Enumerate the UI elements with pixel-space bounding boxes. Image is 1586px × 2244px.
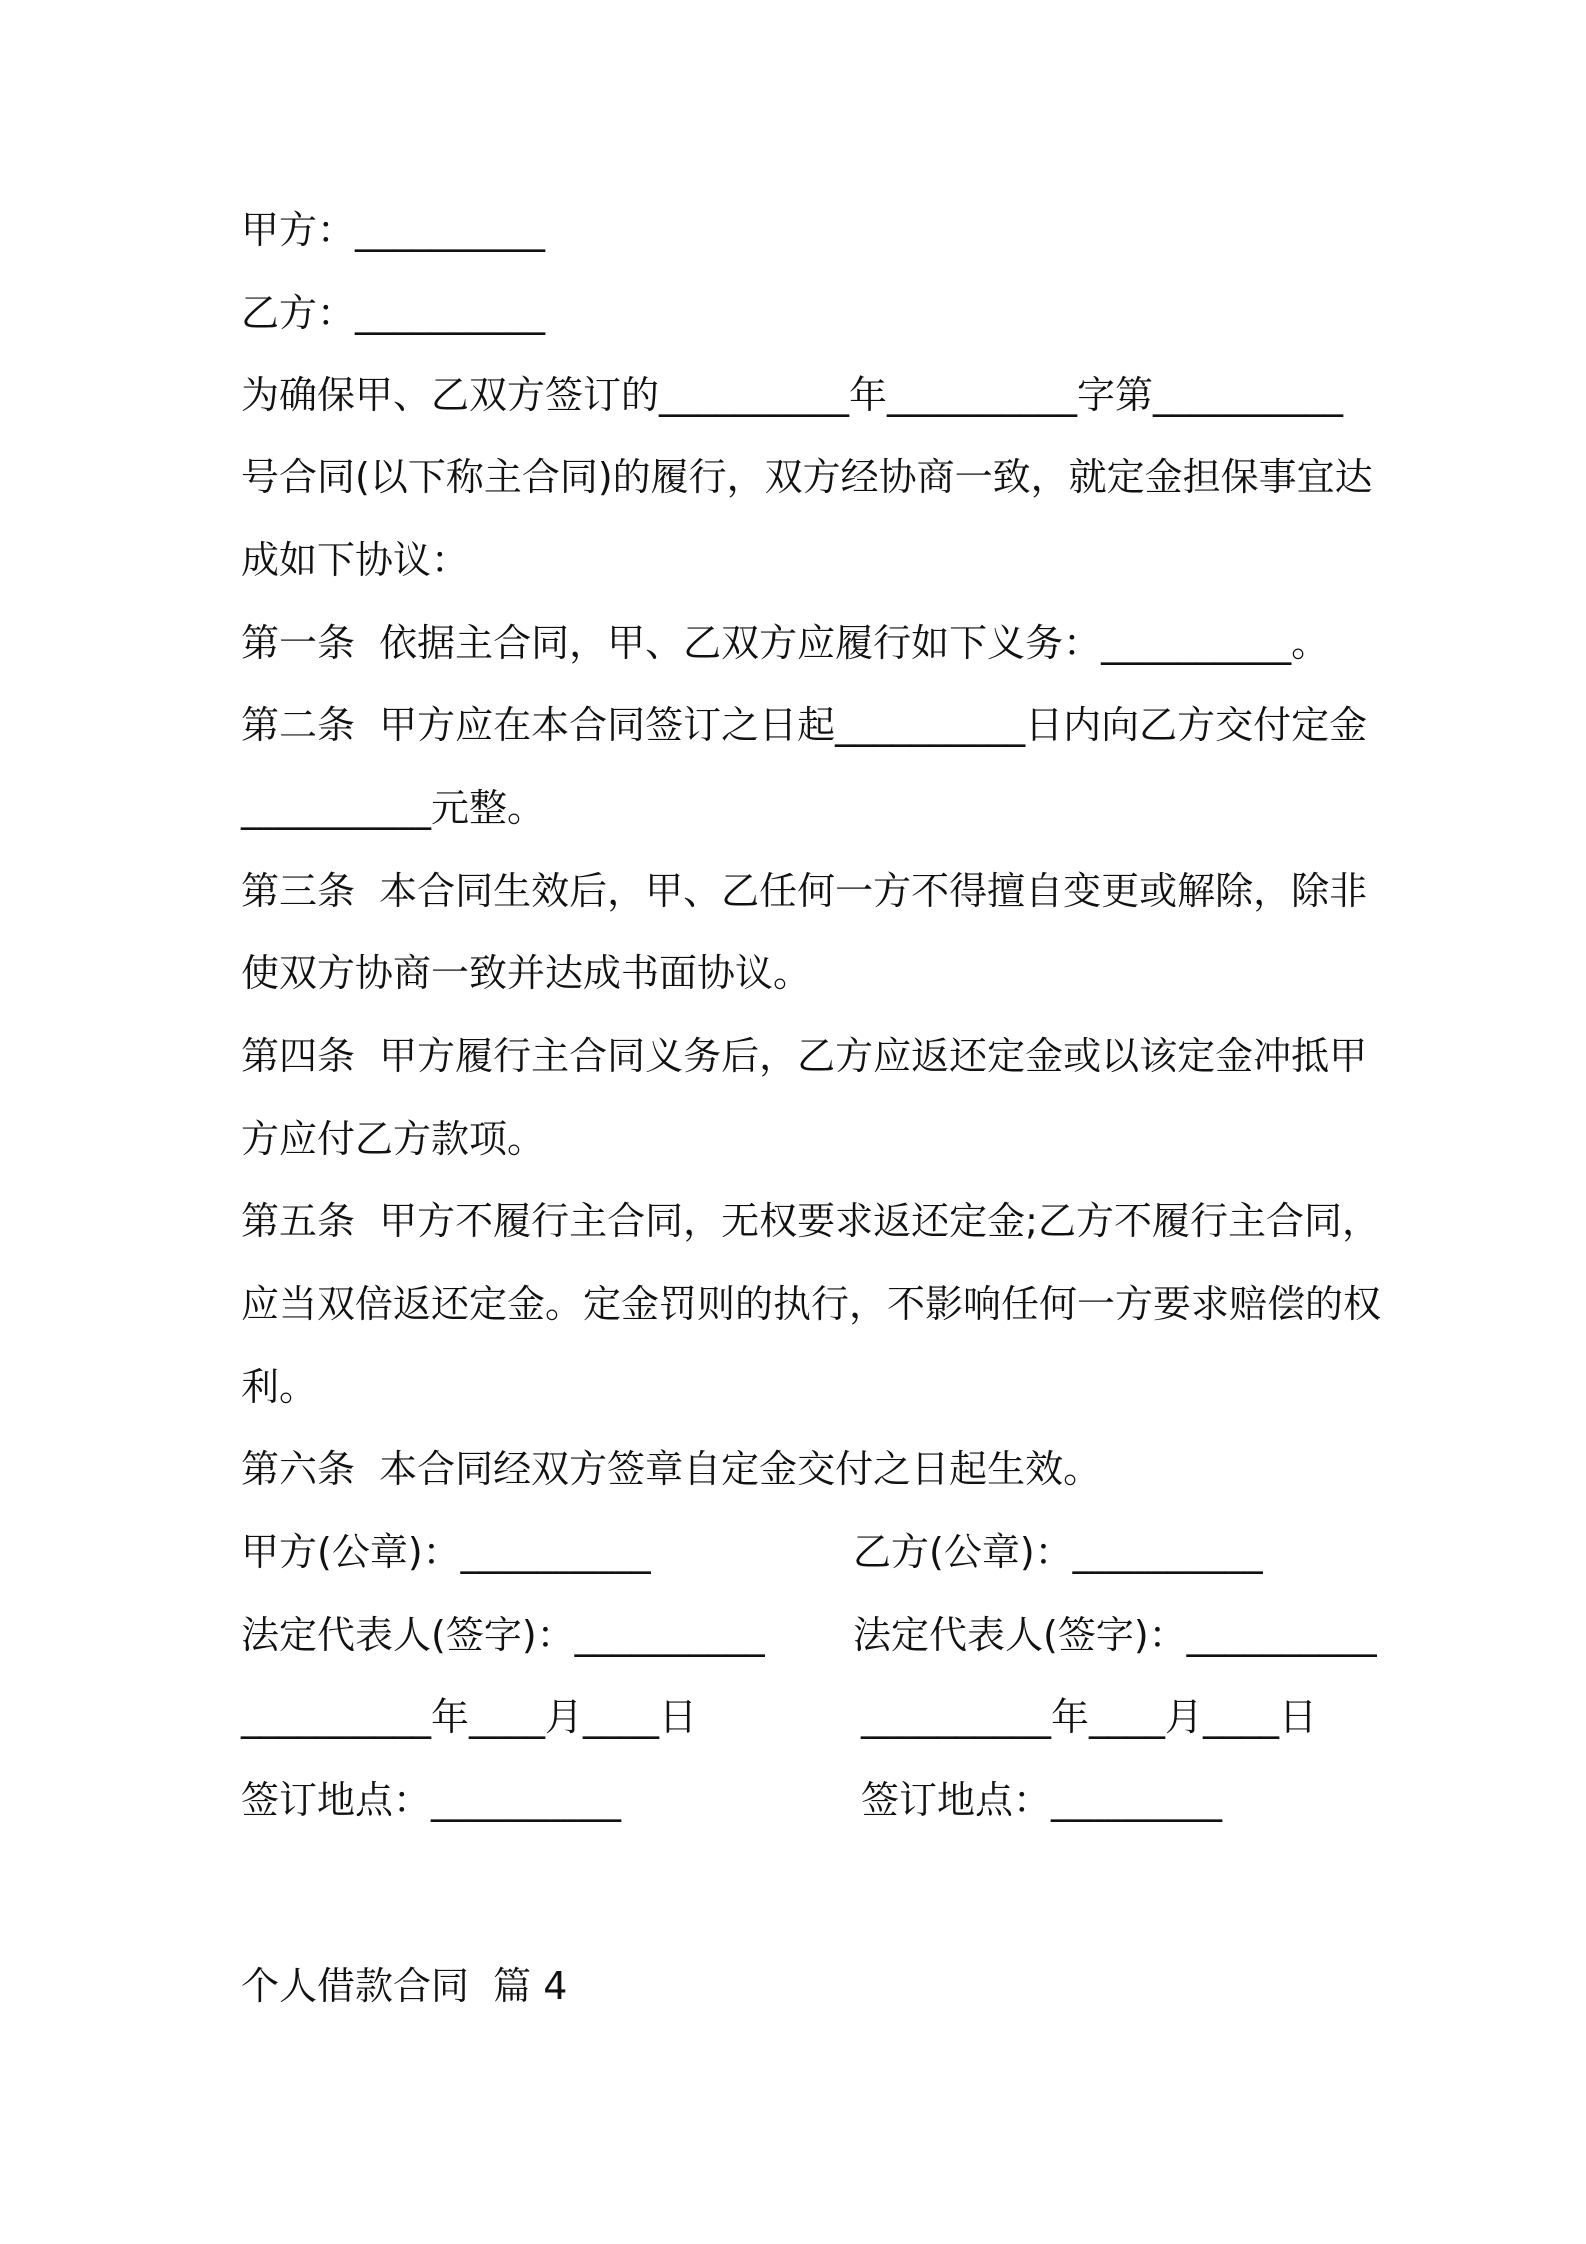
- party-a-place: 签订地点：__________: [241, 1778, 622, 1822]
- intro-line: 为确保甲、乙双方签订的__________年__________字第__________: [241, 373, 1344, 417]
- article-2-line: 第二条 甲方应在本合同签订之日起__________日内向乙方交付定金: [241, 703, 1368, 747]
- article-6-line: 第六条 本合同经双方签章自定金交付之日起生效。: [241, 1447, 1102, 1491]
- section-heading: 个人借款合同 篇 4: [241, 1964, 568, 2008]
- article-1-line: 第一条 依据主合同，甲、乙双方应履行如下义务：__________。: [241, 621, 1330, 665]
- article-5-line: 第五条 甲方不履行主合同，无权要求返还定金;乙方不履行主合同，: [241, 1199, 1380, 1243]
- party-a-seal: 甲方(公章)：__________: [241, 1530, 651, 1574]
- intro-line: 号合同(以下称主合同)的履行，双方经协商一致，就定金担保事宜达: [241, 455, 1373, 499]
- article-3-line: 第三条 本合同生效后，甲、乙任何一方不得擅自变更或解除，除非: [241, 869, 1368, 913]
- party-a-line: 甲方：__________: [241, 208, 546, 252]
- party-a-representative: 法定代表人(签字)：__________: [241, 1613, 765, 1657]
- intro-line: 成如下协议：: [241, 538, 470, 582]
- article-4-line: 方应付乙方款项。: [241, 1117, 546, 1161]
- party-b-date: __________年____月____日: [861, 1695, 1318, 1739]
- party-b-line: 乙方：__________: [241, 291, 546, 335]
- article-4-line: 第四条 甲方履行主合同义务后，乙方应返还定金或以该定金冲抵甲: [241, 1034, 1368, 1078]
- party-b-representative: 法定代表人(签字)：__________: [853, 1613, 1377, 1657]
- article-2-line: __________元整。: [241, 786, 546, 830]
- party-a-date: __________年____月____日: [241, 1695, 698, 1739]
- party-b-seal: 乙方(公章)：__________: [853, 1530, 1263, 1574]
- article-3-line: 使双方协商一致并达成书面协议。: [241, 951, 812, 995]
- article-5-line: 应当双倍返还定金。定金罚则的执行，不影响任何一方要求赔偿的权: [241, 1282, 1382, 1326]
- article-5-line: 利。: [241, 1365, 318, 1409]
- party-b-place: 签订地点：_________: [861, 1778, 1223, 1822]
